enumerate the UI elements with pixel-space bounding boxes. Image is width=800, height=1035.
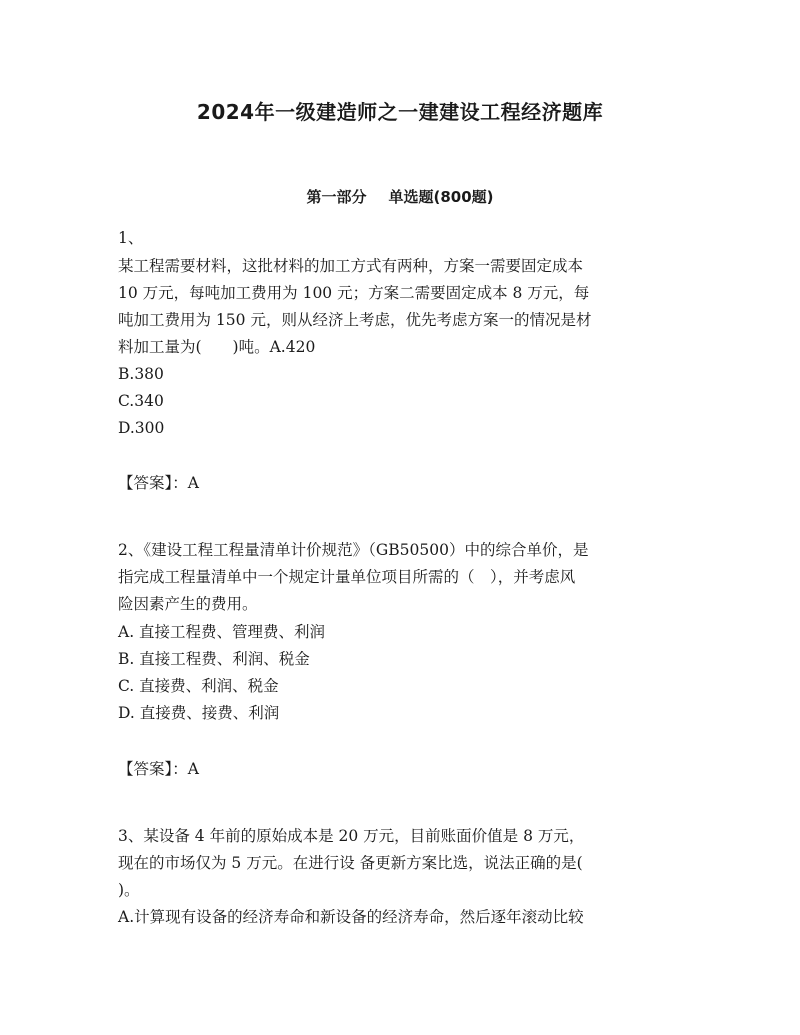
question-2-option-b: B. 直接工程费、利润、税金 <box>118 650 310 668</box>
question-2-stem-line-1: 2、《建设工程工程量清单计价规范》（GB50500）中的综合单价，是 <box>118 541 589 559</box>
question-1-option-c: C.340 <box>118 392 164 410</box>
question-1-stem-line-1: 某工程需要材料，这批材料的加工方式有两种，方案一需要固定成本 <box>118 257 584 275</box>
question-3-stem-line-1: 3、某设备 4 年前的原始成本是 20 万元，目前账面价值是 8 万元， <box>118 827 585 845</box>
section-heading <box>0 186 800 207</box>
question-1-option-b: B.380 <box>118 365 164 383</box>
question-1-stem-line-2: 10 万元，每吨加工费用为 100 元；方案二需要固定成本 8 万元，每 <box>118 284 590 302</box>
question-3-stem-line-3: )。 <box>118 881 140 899</box>
question-1-option-d: D.300 <box>118 419 165 437</box>
question-1-stem-line-3: 吨加工费用为 150 元，则从经济上考虑，优先考虑方案一的情况是材 <box>118 311 592 329</box>
question-2-option-c: C. 直接费、利润、税金 <box>118 677 279 695</box>
question-3-stem-line-2: 现在的市场仅为 5 万元。在进行设 备更新方案比选，说法正确的是( <box>118 854 583 872</box>
question-2-option-a: A. 直接工程费、管理费、利润 <box>118 623 326 641</box>
question-1-answer: 【答案】：A <box>118 474 199 492</box>
question-2-stem-line-3: 险因素产生的费用。 <box>118 595 258 613</box>
section-type: 单选题(800题) <box>388 188 494 206</box>
question-3-option-a: A.计算现有设备的经济寿命和新设备的经济寿命，然后逐年滚动比较 <box>118 908 584 926</box>
document-title: 2024年一级建造师之一建建设工程经济题库 <box>196 100 604 124</box>
section-name: 第一部分 <box>306 188 367 206</box>
question-1-number: 1、 <box>118 229 144 247</box>
question-2-option-d: D. 直接费、接费、利润 <box>118 704 280 722</box>
question-1-stem-line-4: 料加工量为( )吨。A.420 <box>118 338 316 356</box>
question-2-stem-line-2: 指完成工程量清单中一个规定计量单位项目所需的（ ），并考虑风 <box>118 568 576 586</box>
question-2-answer: 【答案】：A <box>118 760 199 778</box>
